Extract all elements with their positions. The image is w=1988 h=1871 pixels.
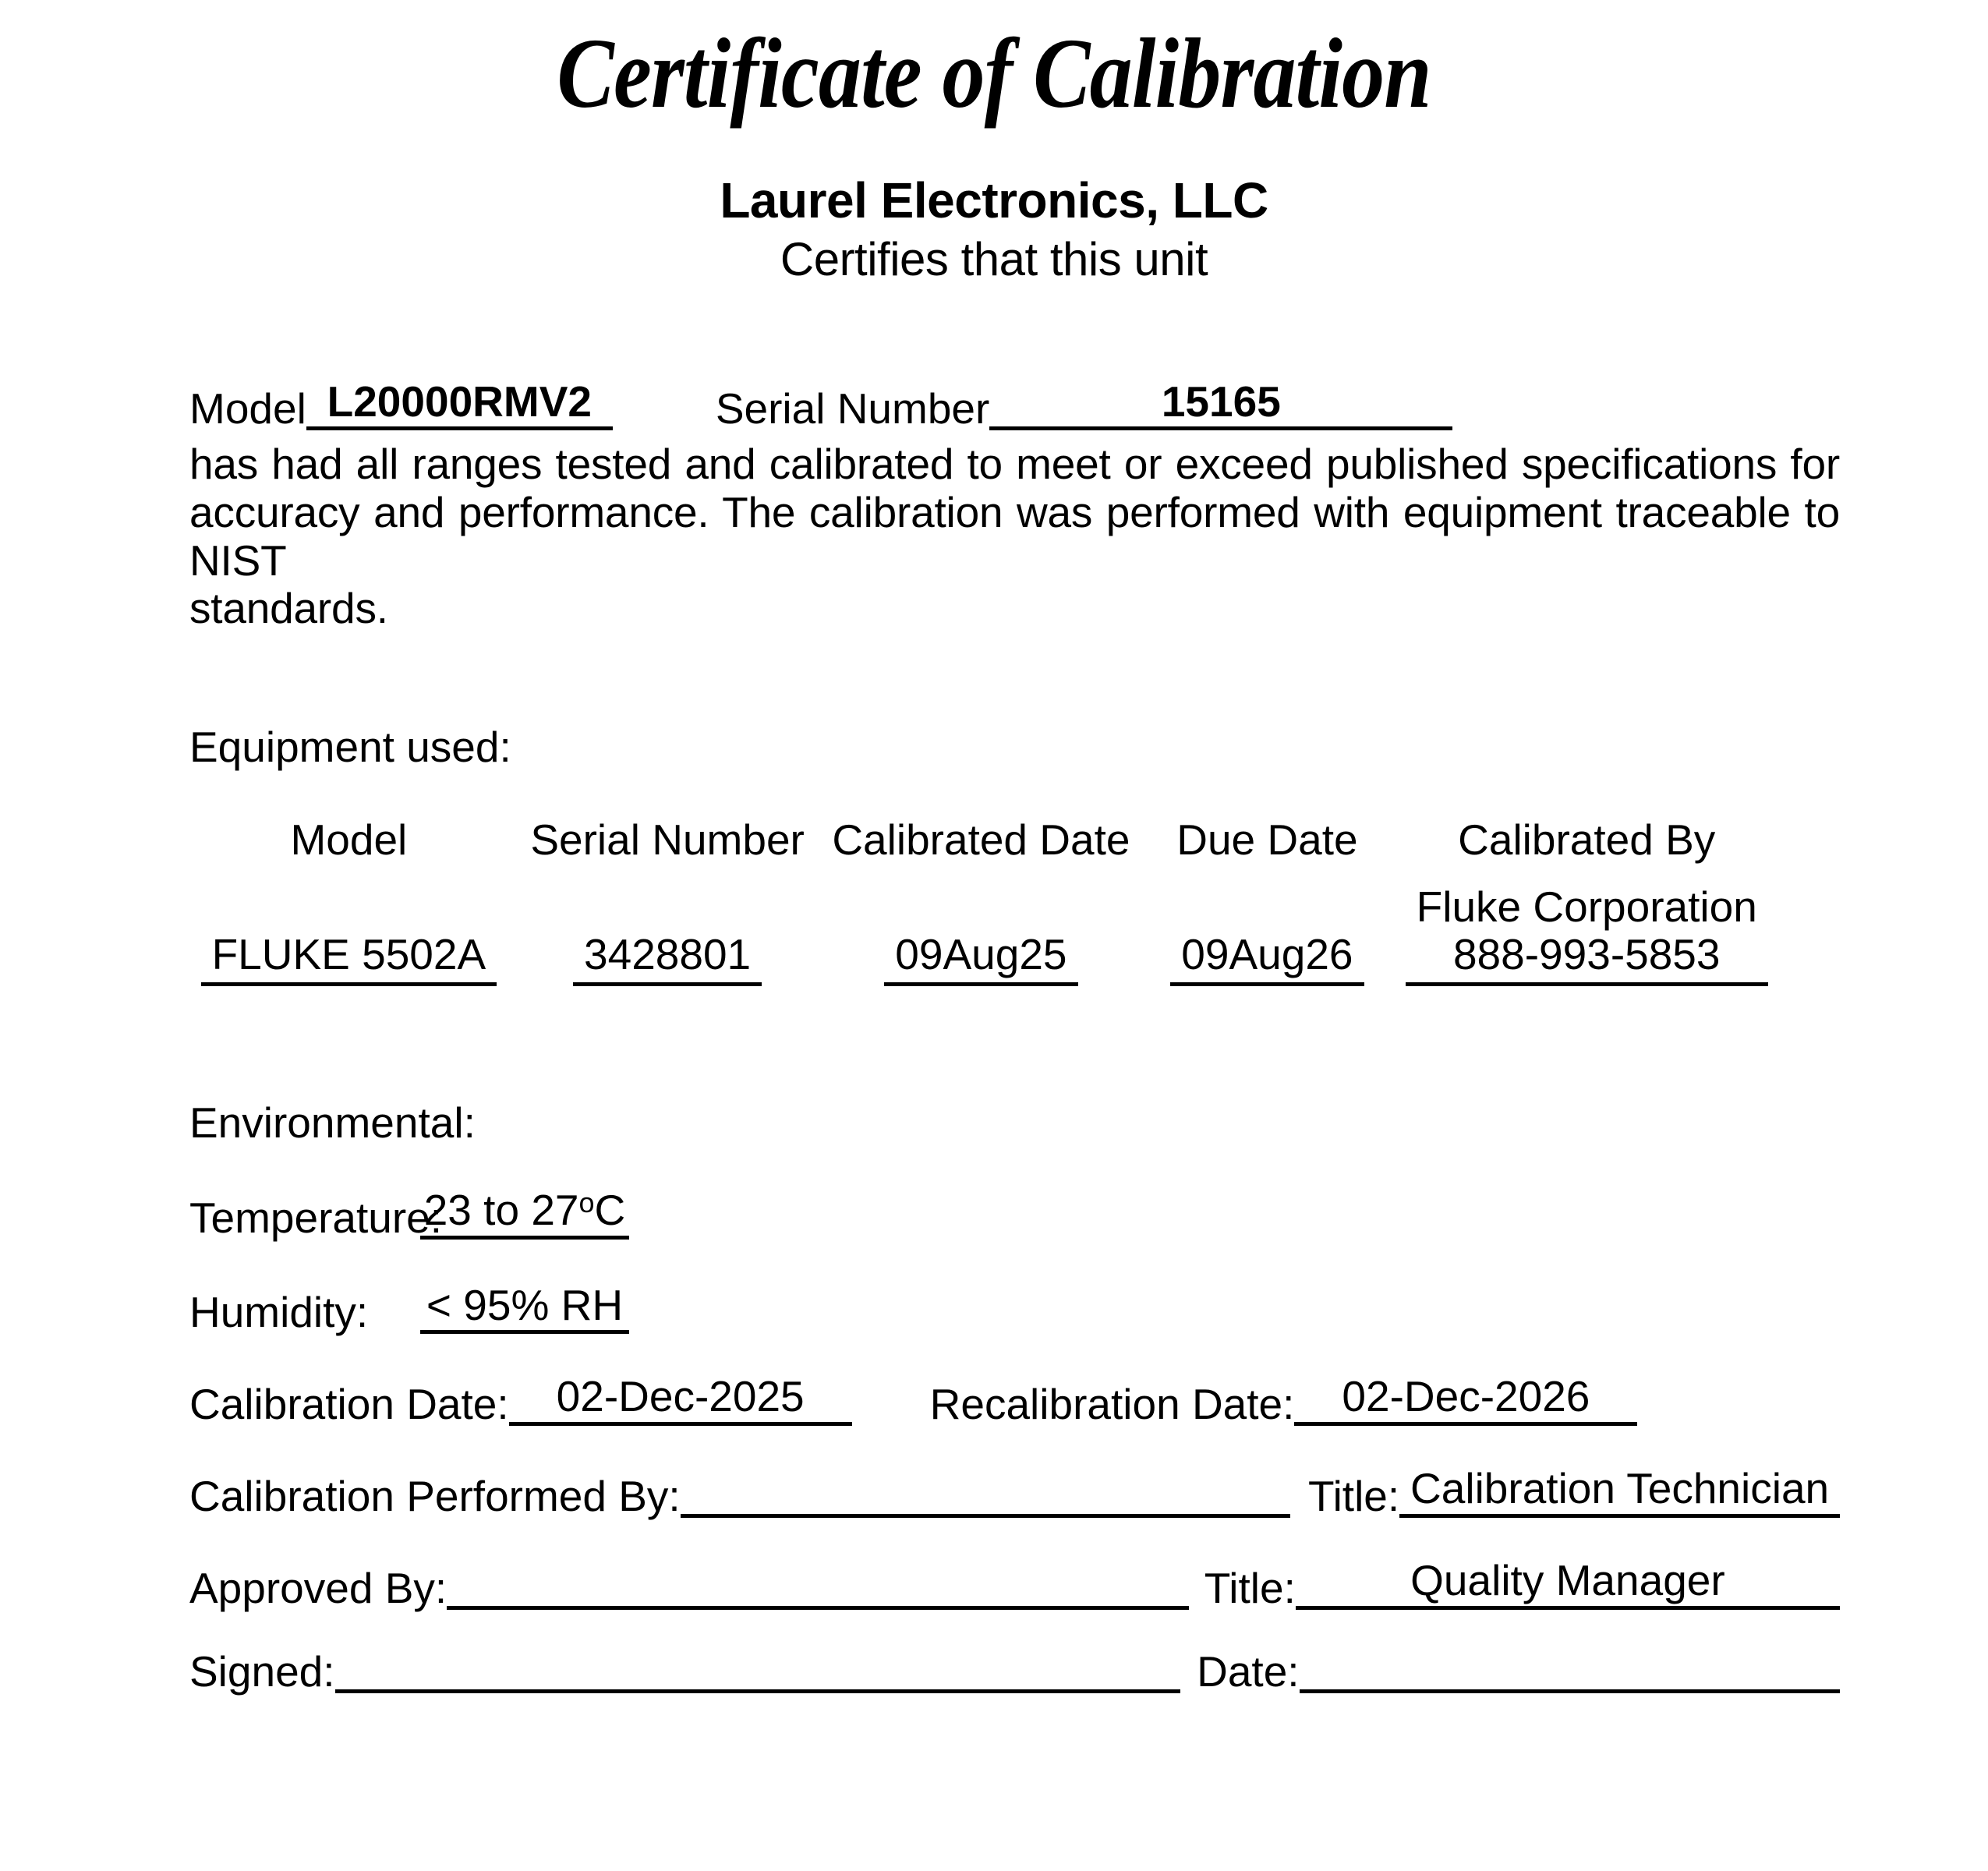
date-label: Date:: [1197, 1646, 1300, 1696]
signed-label: Signed:: [189, 1646, 335, 1696]
model-value[interactable]: L20000RMV2: [306, 380, 613, 431]
cell-model: [189, 861, 508, 986]
date-field[interactable]: [1300, 1687, 1840, 1693]
company-name: Laurel Electronics, LLC: [720, 172, 1268, 228]
performed-by-title-value[interactable]: Calibration Technician: [1399, 1466, 1840, 1518]
temperature-value[interactable]: [420, 1185, 629, 1240]
humidity-label: Humidity:: [189, 1288, 369, 1337]
humidity-row: [189, 1280, 1840, 1337]
calibration-date-label: Calibration Date:: [189, 1380, 509, 1429]
performed-by-title-label: Title:: [1308, 1471, 1400, 1520]
equipment-model-value: FLUKE 5502A: [201, 931, 497, 986]
calibrated-by-company: Fluke Corporation: [1416, 882, 1757, 931]
certificate-body: [189, 377, 1840, 1696]
page-title: Certificate of Calibration: [557, 18, 1431, 129]
table-header-row: [189, 819, 1774, 861]
model-label: Model: [189, 384, 306, 433]
company-subtitle: Certifies that this unit: [780, 232, 1208, 285]
humidity-value[interactable]: < 95% RH: [420, 1283, 629, 1335]
recalibration-date-label: Recalibration Date:: [929, 1380, 1295, 1429]
degree-symbol: o: [578, 1186, 595, 1218]
calibrated-by-phone: 888-993-5853: [1452, 930, 1721, 979]
approved-by-title-value[interactable]: Quality Manager: [1296, 1558, 1840, 1610]
table-row: [189, 861, 1774, 986]
equipment-calibrated-by-value: [1406, 883, 1768, 986]
calibration-dates-row: [189, 1372, 1840, 1429]
signed-field[interactable]: [335, 1687, 1180, 1693]
equipment-serial-value: 3428801: [573, 931, 762, 986]
calibration-date-value[interactable]: 02-Dec-2025: [509, 1374, 852, 1426]
equipment-table: [189, 815, 1774, 986]
column-header-serial-number: Serial Number: [530, 815, 805, 864]
approved-by-field[interactable]: [447, 1604, 1189, 1610]
calibration-performed-by-label: Calibration Performed By:: [189, 1471, 681, 1520]
calibration-statement-text: has had all ranges tested and calibrated to meet or exceed published specifications for accuracy and performance. The calibration was performed with equipment traceable to NIST: [189, 440, 1840, 585]
cell-due-date: [1135, 861, 1399, 986]
signed-row: [189, 1646, 1840, 1696]
serial-number-value[interactable]: 15165: [989, 380, 1452, 431]
equipment-calibrated-date-value: 09Aug25: [884, 931, 1077, 986]
calibration-statement: [189, 440, 1840, 632]
environmental-section-label: Environmental:: [189, 1098, 476, 1147]
column-header-model: Model: [290, 815, 408, 864]
approved-by-title-label: Title:: [1204, 1563, 1296, 1612]
unit-identification-row: [189, 377, 1840, 433]
equipment-section-label: Equipment used:: [189, 722, 511, 771]
cell-calibrated-by: [1399, 861, 1774, 986]
recalibration-date-value[interactable]: 02-Dec-2026: [1294, 1374, 1637, 1426]
temperature-number: 23 to 27: [423, 1185, 579, 1234]
cell-serial-number: [508, 861, 827, 986]
company-header: [0, 172, 1988, 288]
temperature-row: [189, 1185, 1840, 1242]
approved-by-row: [189, 1555, 1840, 1612]
equipment-due-date-value: 09Aug26: [1170, 931, 1364, 986]
column-header-due-date: Due Date: [1176, 815, 1358, 864]
temperature-unit: C: [594, 1185, 626, 1234]
cell-calibrated-date: [826, 861, 1135, 986]
serial-number-label: Serial Number: [715, 384, 990, 433]
calibration-statement-lastline: standards.: [189, 584, 388, 633]
calibration-performed-by-field[interactable]: [681, 1512, 1290, 1518]
calibration-performed-by-row: [189, 1466, 1840, 1518]
column-header-calibrated-date: Calibrated Date: [832, 815, 1130, 864]
column-header-calibrated-by: Calibrated By: [1458, 815, 1716, 864]
temperature-label: Temperature:: [189, 1193, 443, 1242]
approved-by-label: Approved By:: [189, 1563, 447, 1612]
